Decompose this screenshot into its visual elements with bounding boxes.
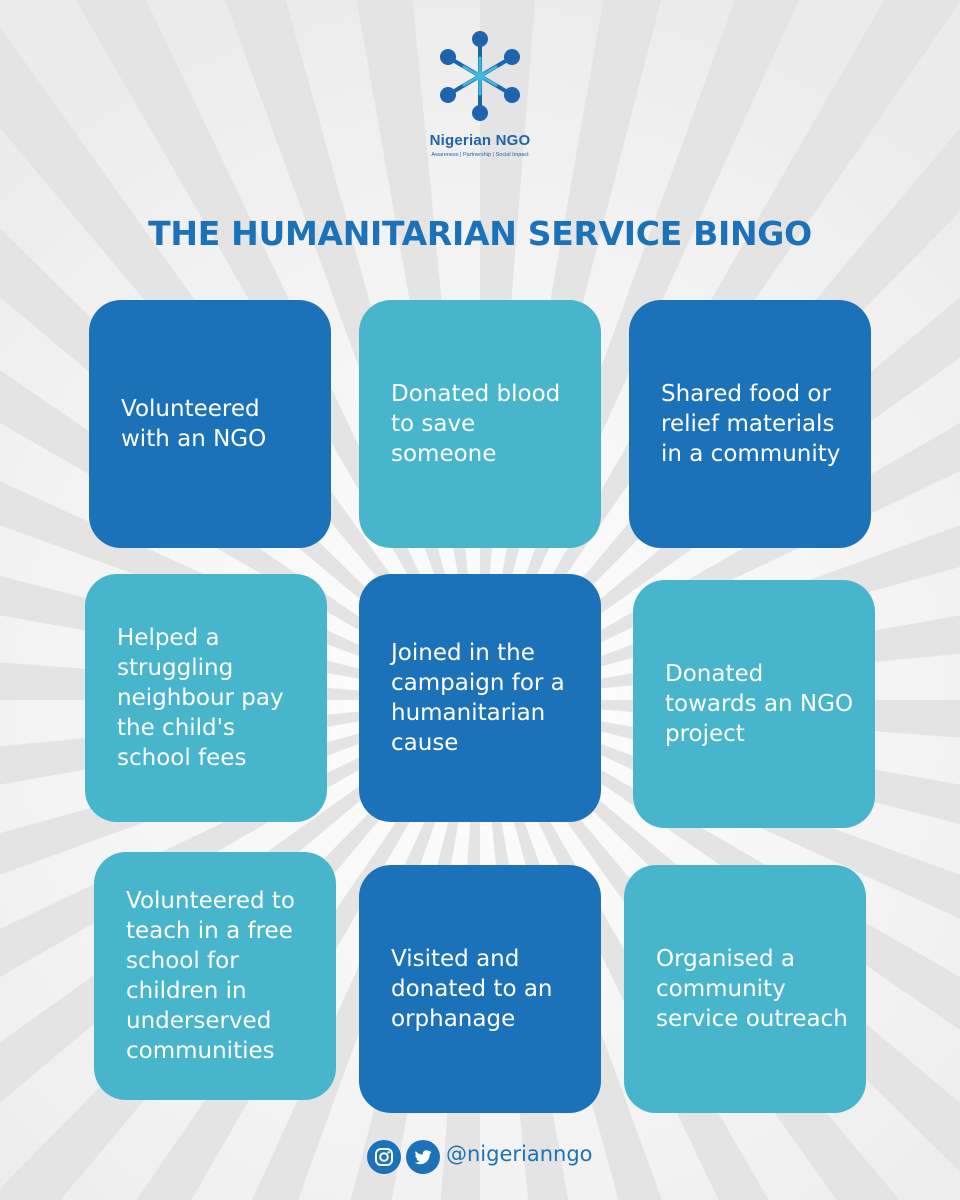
- bingo-tile-1: [89, 300, 331, 548]
- bingo-tile-label: Volunteered with an NGO: [121, 396, 267, 452]
- bingo-tile-label: Shared food or relief materials in a community: [661, 381, 841, 467]
- bingo-tile-label: Visited and donated to an orphanage: [391, 946, 553, 1032]
- bingo-tile-label: Donated towards an NGO project: [665, 661, 854, 747]
- bingo-tile-9: [624, 865, 866, 1113]
- bingo-tile-label: Donated blood to save someone: [391, 381, 561, 467]
- brand-name: Nigerian NGO: [429, 132, 531, 149]
- twitter-icon[interactable]: [406, 1140, 440, 1174]
- brand-tagline: Awareness | Partnership | Social Impact: [431, 152, 529, 158]
- bingo-tile-8: [359, 865, 601, 1113]
- bingo-tile-label: Helped a struggling neighbour pay the child's school fees: [117, 625, 284, 771]
- bingo-tile-label: Volunteered to teach in a free school for children in underserved communities: [126, 888, 295, 1064]
- bingo-tile-2: [359, 300, 601, 548]
- bingo-tile-4: [85, 574, 327, 822]
- instagram-icon[interactable]: [367, 1140, 401, 1174]
- bingo-tile-3: [629, 300, 871, 548]
- social-handle[interactable]: @nigerianngo: [446, 1142, 593, 1166]
- brand-logo: [425, 28, 535, 162]
- network-snowflake-icon: [435, 28, 525, 124]
- bingo-tile-label: Organised a community service outreach: [656, 946, 848, 1032]
- page-title: THE HUMANITARIAN SERVICE BINGO: [148, 214, 812, 253]
- bingo-tile-7: [94, 852, 336, 1100]
- bingo-tile-5: [359, 574, 601, 822]
- bingo-tile-6: [633, 580, 875, 828]
- bingo-tile-label: Joined in the campaign for a humanitarian cause: [391, 640, 565, 756]
